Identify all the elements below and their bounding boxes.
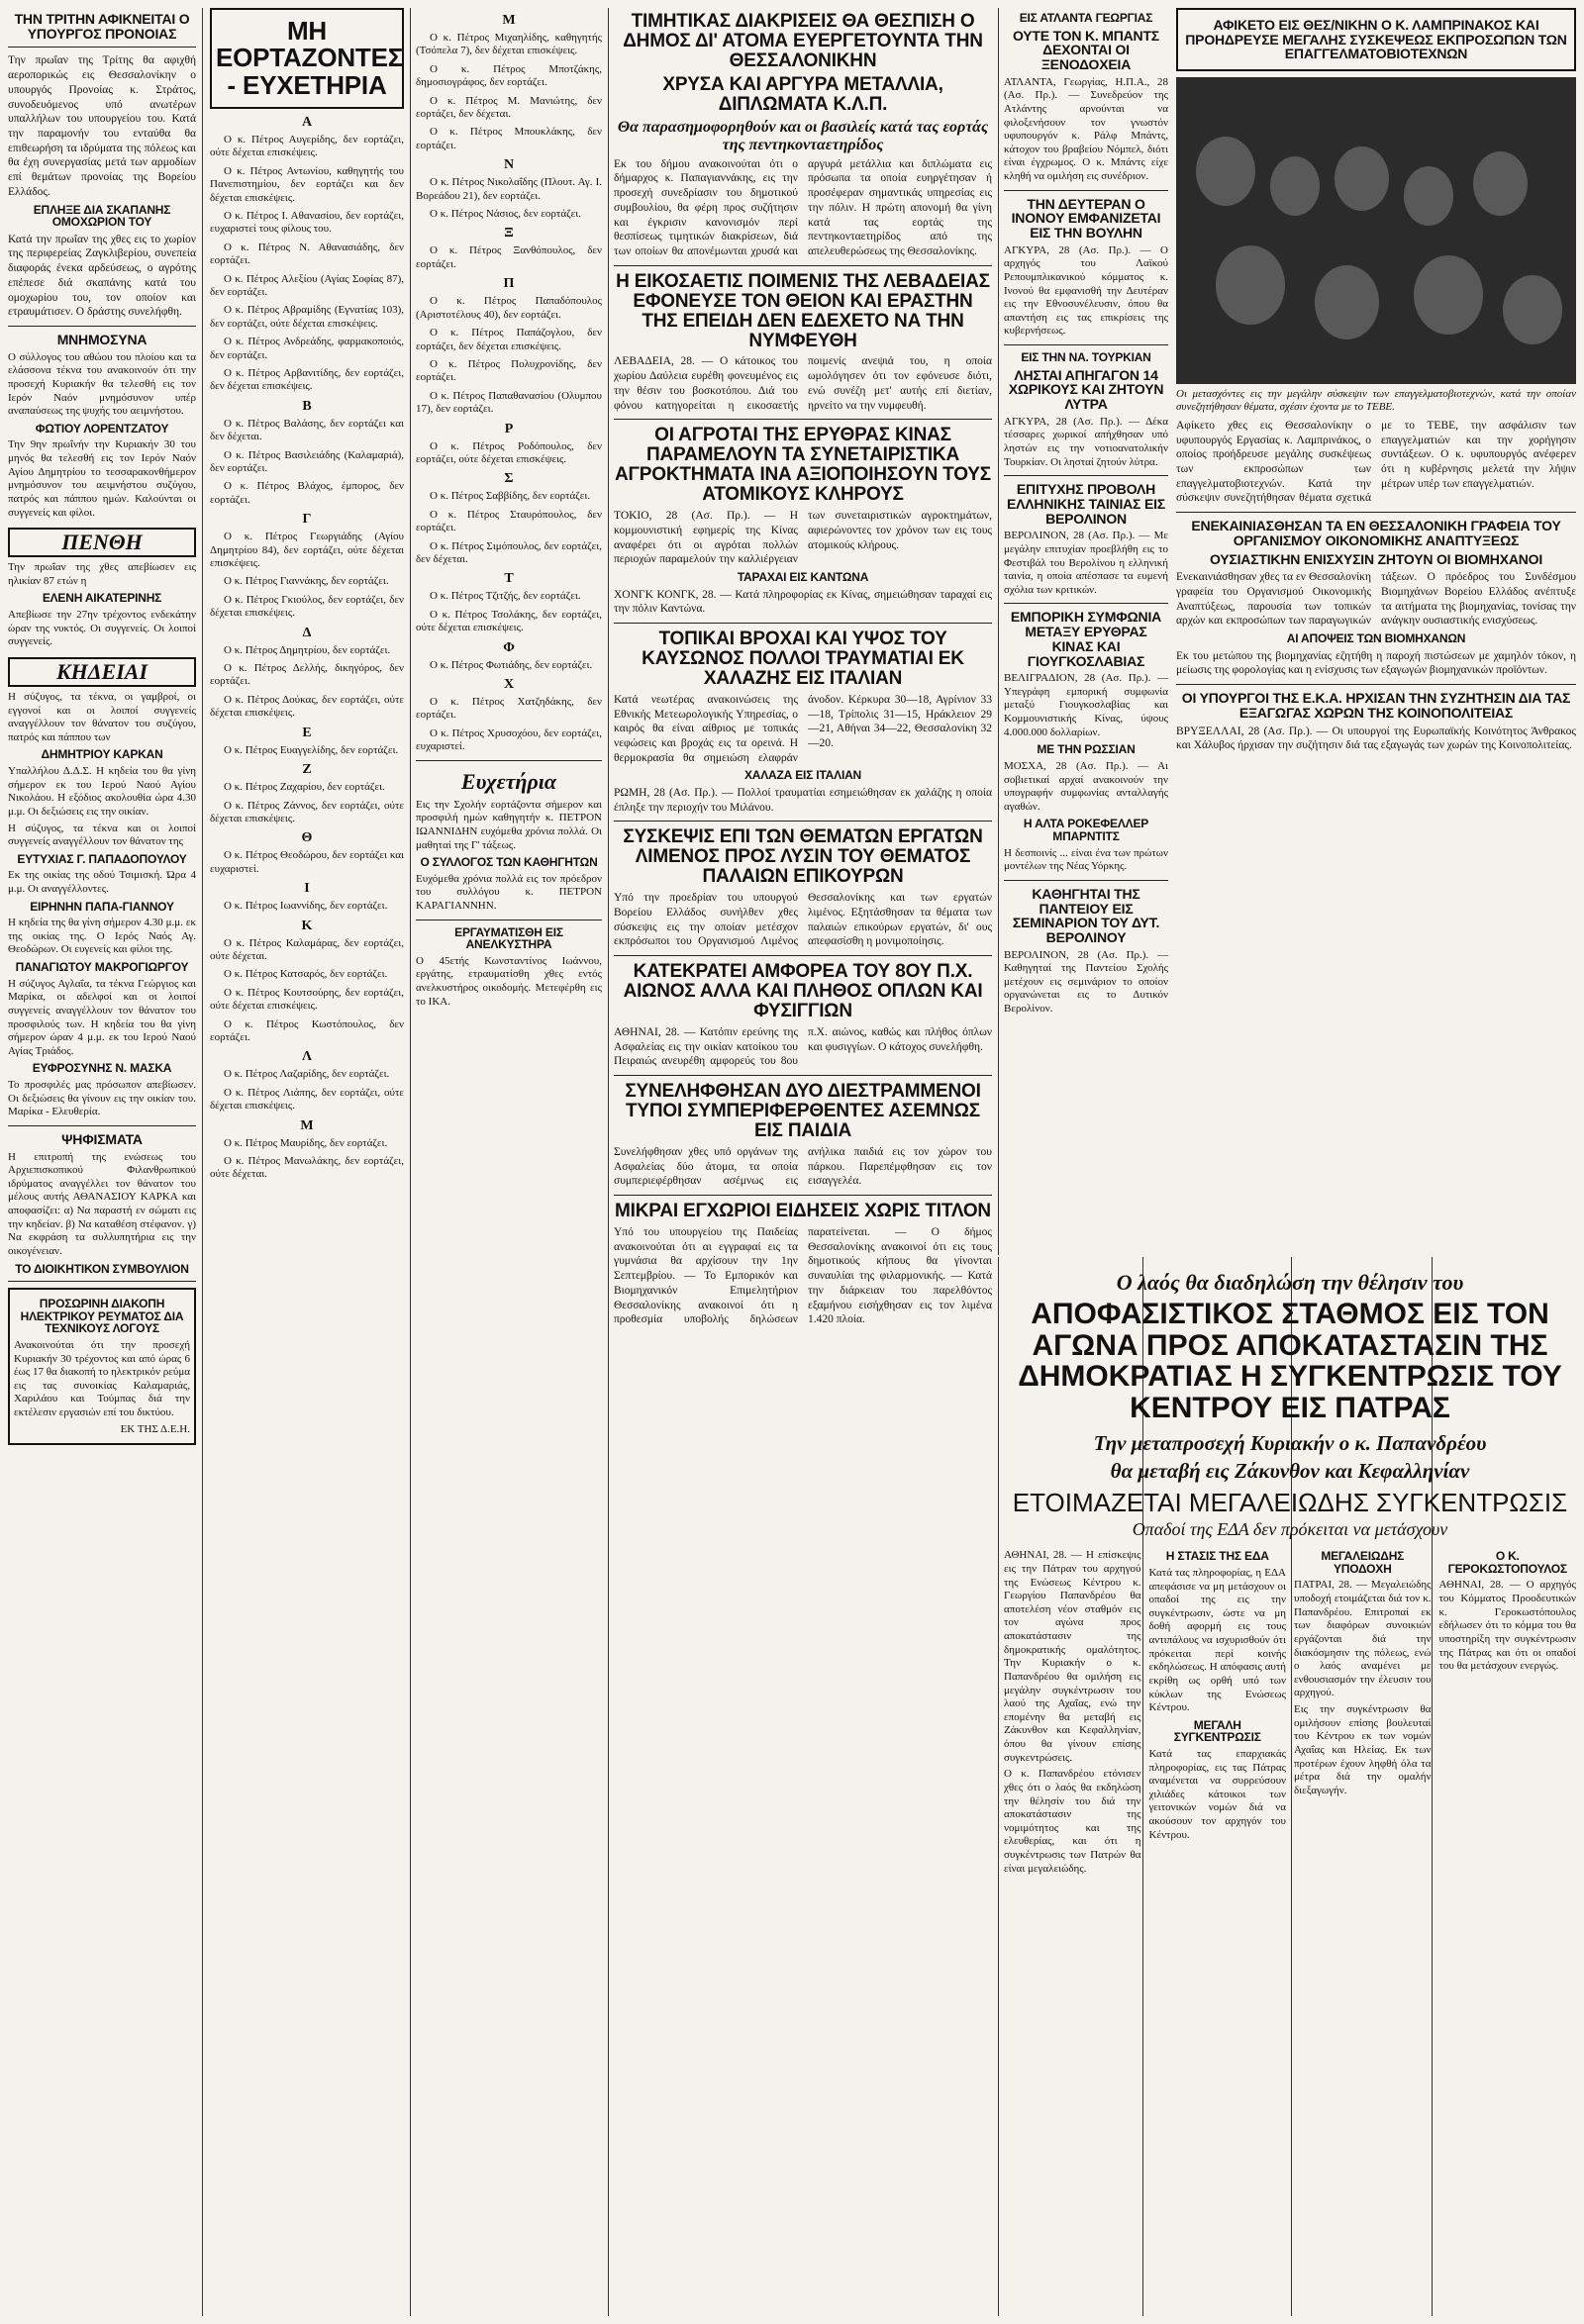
- name-day-title: ΜΗ ΕΟΡΤΑΖΟΝΤΕΣ - ΕΥΧΕΤΗΡΙΑ: [216, 16, 404, 100]
- headline-reception: ΜΕΓΑΛΕΙΩΔΗΣ ΥΠΟΔΟΧΗ: [1321, 1549, 1405, 1576]
- headline-honors-medals: ΧΡΥΣΑ ΚΑΙ ΑΡΓΥΡΑ ΜΕΤΑΛΛΙΑ, ΔΙΠΛΩΜΑΤΑ Κ.Λ.Π.: [662, 73, 943, 115]
- column-2: [210, 8, 404, 1187]
- mourning-notice: Την πρωΐαν της χθες απεβίωσεν εις ηλικίαν 87 ετών η: [8, 561, 196, 587]
- name-day-entry: Ο κ. Πέτρος Νάσιος, δεν εορτάζει.: [430, 208, 581, 221]
- letter-heading: Ι: [304, 881, 310, 897]
- headline-big-rally: ΜΕΓΑΛΗ ΣΥΓΚΕΝΤΡΩΣΙΣ: [1173, 1717, 1261, 1745]
- letter-heading: Β: [302, 398, 312, 414]
- subhead-honors: Θα παρασημοφορηθούν και οι βασιλείς κατά τας εορτάς της πεντηκονταετηρίδος: [617, 118, 989, 153]
- headline-eda-stance: Η ΣΤΑΣΙΣ ΤΗΣ ΕΔΑ: [1165, 1549, 1269, 1564]
- name-day-entry: Ο κ. Πέτρος Αβραμίδης (Εγνατίας 103), δεν εορτάζει, ούτε δέχεται επισκέψεις.: [210, 304, 404, 330]
- name-day-entry: Ο κ. Πέτρος Ξανθόπουλος, δεν εορτάζει.: [416, 244, 602, 270]
- headline-power-outage: ΠΡΟΣΩΡΙΝΗ ΔΙΑΚΟΠΗ ΗΛΕΚΤΡΙΚΟΥ ΡΕΥΜΑΤΟΣ ΔΙΑ ΤΕΧΝΙΚΟΥΣ ΛΟΓΟΥΣ: [20, 1297, 184, 1336]
- photo-caption: Οι μετασχόντες εις την μεγάλην σύσκεψιν των επαγγελματοβιοτεχνών, κατά την οποίαν συνεζητήθησαν θέματα, σχέσιν έχοντα με το ΤΕΒΕ.: [1176, 388, 1576, 414]
- headline-inonu: ΤΗΝ ΔΕΥΤΕΡΑΝ Ο ΙΝΟΝΟΥ ΕΜΦΑΝΙΖΕΤΑΙ ΕΙΣ ΤΗΝ ΒΟΥΛΗΝ: [1011, 195, 1161, 242]
- letter-heading: Ξ: [504, 226, 514, 242]
- name-day-entry: Ο κ. Πέτρος Ζαχαρίου, δεν εορτάζει.: [224, 781, 385, 794]
- article-china-farmers: ΤΟΚΙΟ, 28 (Ασ. Πρ.). — Η κομμουνιστική εφημερίς της Κίνας αναφέρει ότι οι αγρόται πολλών περιοχών παραμελούν την καλλιέργειαν των συνεταιριστικών αγροκτημάτων, αφιερώνοντες τον χρόνον των εις τους ατομικούς κλήρους.: [614, 510, 992, 566]
- letter-heading: Θ: [301, 830, 313, 846]
- lead-story: [1004, 1267, 1576, 1879]
- article-reception: ΠΑΤΡΑΙ, 28. — Μεγαλειώδης υποδοχή ετοιμάζεται διά τον κ. Παπανδρέου. Επιτροπαί εκ των διαφόρων συνοικιών εργάζονται διά την διακόσμησιν της πόλεως, ενώ ο λαός αναμένει με ενθουσιασμόν την έλευσιν του αρχηγού.: [1294, 1579, 1432, 1699]
- headline-ecsc: ΟΙ ΥΠΟΥΡΓΟΙ ΤΗΣ Ε.Κ.Α. ΗΡΧΙΣΑΝ ΤΗΝ ΣΥΖΗΤΗΣΙΝ ΔΙΑ ΤΑΣ ΕΞΑΓΩΓΑΣ ΧΩΡΩΝ ΤΗΣ ΚΟΙΝΟΠΟΛΙΤΕΙΑΣ: [1181, 690, 1571, 721]
- article-elevator-injury: Ο 45ετής Κωνσταντίνος Ιωάννου, εργάτης, ετραυματίσθη χθες εντός ανελκυστήρος οικοδομής. Μετεφέρθη εις το ΙΚΑ.: [416, 954, 602, 1008]
- name-day-entry: Ο κ. Πέτρος Ζάννος, δεν εορτάζει, ούτε δέχεται επισκέψεις.: [210, 799, 404, 824]
- lead-col-1: [1004, 1546, 1141, 1879]
- funeral-notice-2: Η σύζυγος, τα τέκνα και οι λοιποί συγγενείς αναγγέλλουν τον θάνατον της: [8, 822, 196, 848]
- headline-arrests: ΣΥΝΕΛΗΦΘΗΣΑΝ ΔΥΟ ΔΙΕΣΤΡΑΜΜΕΝΟΙ ΤΥΠΟΙ ΣΥΜΠΕΡΙΦΕΡΘΕΝΤΕΣ ΑΣΕΜΝΩΣ ΕΙΣ ΠΑΙΔΙΑ: [625, 1081, 981, 1141]
- headline-lamprinakos-box: [1176, 8, 1576, 71]
- article-power-outage: Ανακοινούται ότι την προσεχή Κυριακήν 30 τρέχοντος και από ώρας 6 έως 17 θα διακοπή το ηλεκτρικόν ρεύμα εις τας συνοικίας Καλαμαριάς, Χαριλάου και Τούμπας διά την εκτέλεσιν εργασιών επί του δικτύου.: [14, 1338, 190, 1419]
- section-penthi: ΠΕΝΘΗ: [8, 528, 196, 557]
- letter-heading: Σ: [504, 471, 514, 487]
- article-industrialists-views: Εκ του μετώπου της βιομηχανίας εζητήθη η παροχή πιστώσεων με χαμηλόν τόκον, η μείωσις της φορολογίας και η ενίσχυσις των εξαγωγών βιομηχανικών προϊόντων.: [1176, 649, 1576, 677]
- letter-heading: Κ: [301, 918, 313, 933]
- name-day-entry: Ο κ. Πέτρος Λαζαρίδης, δεν εορτάζει.: [224, 1068, 390, 1081]
- lead-subhead-2: θα μεταβή εις Ζάκυνθον και Κεφαλληνίαν: [1110, 1459, 1470, 1483]
- funeral-notice-1: Η σύζυγος, τα τέκνα, οι γαμβροί, οι εγγονοί και οι λοιποί συγγενείς αναγγέλλουν τον θάνατον του συζύγου, πατρός και πάππου των: [8, 690, 196, 743]
- name-day-entry: Ο κ. Πέτρος Χατζηδάκης, δεν εορτάζει.: [416, 696, 602, 722]
- name-day-entry: Ο κ. Πέτρος Δούκας, δεν εορτάζει, ούτε δέχεται επισκέψεις.: [210, 693, 404, 720]
- article-amphora: ΑΘΗΝΑΙ, 28. — Κατόπιν ερεύνης της Ασφαλείας εις την οικίαν κατοίκου του Πειραιώς ανευρέθη αμφορεύς του 8ου π.Χ. αιώνος, καθώς και πλήθος όπλων και φυσιγγίων. Ο κάτοχος συνελήφθη.: [614, 1025, 992, 1068]
- lead-headline-2: ΕΤΟΙΜΑΖΕΤΑΙ ΜΕΓΑΛΕΙΩΔΗΣ ΣΥΓΚΕΝΤΡΩΣΙΣ: [1012, 1488, 1568, 1517]
- name-day-entry: Ο κ. Πέτρος Αλεξίου (Αγίας Σοφίας 87), δεν εορτάζει.: [210, 272, 404, 298]
- section-psifismata: ΨΗΦΙΣΜΑΤΑ: [61, 1130, 143, 1147]
- letter-heading: Ρ: [504, 421, 514, 436]
- letter-heading: Λ: [301, 1049, 313, 1065]
- name-day-entry: Ο κ. Πέτρος Λιάπης, δεν εορτάζει, ούτε δέχεται επισκέψεις.: [210, 1086, 404, 1113]
- kicker-atlanta: ΕΙΣ ΑΤΛΑΝΤΑ ΓΕΩΡΓΙΑΣ: [1019, 11, 1153, 25]
- column-3: [416, 8, 602, 1012]
- resolution-signature: ΤΟ ΔΙΟΙΚΗΤΙΚΟΝ ΣΥΜΒΟΥΛΙΟΝ: [15, 1261, 189, 1276]
- name-day-entry: Ο κ. Πέτρος Ι. Αθανασίου, δεν εορτάζει, ευχαριστεί τους φίλους του.: [210, 209, 404, 236]
- name-day-entry: Ο κ. Πέτρος Καλαμάρας, δεν εορτάζει, ούτε δέχεται.: [210, 936, 404, 962]
- headline-amphora: ΚΑΤΕΚΡΑΤΕΙ ΑΜΦΟΡΕΑ ΤΟΥ 8ΟΥ Π.Χ. ΑΙΩΝΟΣ ΑΛΛΑ ΚΑΙ ΠΛΗΘΟΣ ΟΠΛΩΝ ΚΑΙ ΦΥΣΙΓΓΙΩΝ: [623, 961, 983, 1021]
- name-day-entry: Ο κ. Πέτρος Μπουκλάκης, δεν εορτάζει.: [416, 126, 602, 151]
- name-day-entry: Ο κ. Πέτρος Μαυρίδης, δεν εορτάζει.: [224, 1136, 388, 1149]
- funeral-name-5: ΕΥΦΡΟΣΥΝΗΣ Ν. ΜΑΣΚΑ: [32, 1061, 172, 1076]
- name-day-entry: Ο κ. Πέτρος Ευαγγελίδης, δεν εορτάζει.: [224, 743, 399, 756]
- article-gerokostopoulos: ΑΘΗΝΑΙ, 28. — Ο αρχηγός του Κόμματος Προοδευτικών κ. Γεροκωστόπουλος εδήλωσεν ότι το κόμμα του θα υποστηρίξη την συγκέντρωσιν της Πάτρας και ότι οι οπαδοί του θα μετάσχουν ενεργώς.: [1438, 1579, 1576, 1673]
- name-day-entry: Ο κ. Πέτρος Κουτσούρης, δεν εορτάζει, ούτε δέχεται επισκέψεις.: [210, 986, 404, 1013]
- funeral-notice-4-detail: Η σύζυγος Αγλαΐα, τα τέκνα Γεώργιος και Μαρίκα, οι αδελφοί και οι λοιποί συγγενείς αναγγέλλουν τον θάνατον του προσφιλούς των. Η κηδεία του θα γίνη σήμερον ώραν 4 μ.μ. εκ του Ιερού Ναού Αγίας Τριάδος.: [8, 977, 196, 1057]
- kicker-turkey: ΕΙΣ ΤΗΝ ΝΑ. ΤΟΥΡΚΙΑΝ: [1021, 350, 1151, 365]
- funeral-notice-2-detail: Εκ της οικίας της οδού Τσιμισκή. Ώρα 4 μ.μ. Οι αναγγέλλοντες.: [8, 869, 196, 895]
- lead-col-2: [1149, 1546, 1287, 1879]
- article-bandits: ΑΓΚΥΡΑ, 28 (Ασ. Πρ.). — Δέκα τέσσαρες χωρικοί απήχθησαν υπό ληστών εις την νοτιοανατολικήν Τουρκίαν. Οι λησταί ζητούν λύτρα.: [1004, 415, 1168, 468]
- meeting-photo: [1176, 77, 1576, 384]
- headline-shovel-attack: ΕΠΛΗΞΕ ΔΙΑ ΣΚΑΠΑΝΗΣ ΟΜΟΧΩΡΙΟΝ ΤΟΥ: [33, 202, 171, 230]
- name-day-entry: Ο κ. Πέτρος Μ. Μανιώτης, δεν εορτάζει, δεν δέχεται.: [416, 94, 602, 121]
- funeral-name-2: ΕΥΤΥΧΙΑΣ Γ. ΠΑΠΑΔΟΠΟΥΛΟΥ: [17, 851, 187, 866]
- memorial-name-1: ΦΩΤΙΟΥ ΛΟΡΕΝΤΖΑΤΟΥ: [35, 421, 169, 436]
- article-shovel-attack: Κατά την πρωΐαν της χθες εις το χωρίον της περιφερείας Ζαγκλιβερίου, συνεπεία διαφοράς ένεκα αρδεύσεως, ο αγρότης επέπεσε διά σκαπάνης κατά του ομοχωρίου του, τον οποίον και ετραυμάτισεν. Ο δράστης συνελήφθη.: [8, 233, 196, 319]
- name-day-entry: Ο κ. Πέτρος Χρυσοχόου, δεν εορτάζει, ευχαριστεί.: [416, 726, 602, 753]
- headline-oecd-offices: ΕΝΕΚΑΙΝΙΑΣΘΗΣΑΝ ΤΑ ΕΝ ΘΕΣΣΑΛΟΝΙΚΗ ΓΡΑΦΕΙΑ ΤΟΥ ΟΡΓΑΝΙΣΜΟΥ ΟΙΚΟΝΟΜΙΚΗΣ ΑΝΑΠΤΥΞΕΩΣ: [1191, 518, 1561, 548]
- name-day-entry: Ο κ. Πέτρος Παπάζογλου, δεν εορτάζει, δεν δέχεται επισκέψεις.: [416, 327, 602, 352]
- name-day-entry: Ο κ. Πέτρος Μιχαηλίδης, καθηγητής (Τσόπελα 7), δεν δέχεται επισκέψεις.: [416, 32, 602, 57]
- name-day-entry: Ο κ. Πέτρος Γιαννάκης, δεν εορτάζει.: [224, 575, 389, 588]
- letter-heading: Δ: [302, 625, 312, 640]
- column-4: [614, 8, 992, 1330]
- name-day-entry: Ο κ. Πέτρος Αυγερίδης, δεν εορτάζει, ούτε δέχεται επισκέψεις.: [210, 133, 404, 159]
- mourning-notice-detail: Απεβίωσε την 27ην τρέχοντος ενδεκάτην ώραν της νυκτός. Οι συγγενείς. Οι λοιποί συγγενείς.: [8, 609, 196, 648]
- article-arrests: Συνελήφθησαν χθες υπό οργάνων της Ασφαλείας δύο άτομα, τα οποία συμπεριεφέρθησαν ασέμνως εις ανήλικα παιδιά εις τον χώρον του πάρκου. Παρεπέμφθησαν εις τον εισαγγελέα.: [614, 1145, 992, 1188]
- headline-honors: ΤΙΜΗΤΙΚΑΣ ΔΙΑΚΡΙΣΕΙΣ ΘΑ ΘΕΣΠΙΣΗ Ο ΔΗΜΟΣ ΔΙ' ΑΤΟΜΑ ΕΥΕΡΓΕΤΟΥΝΤΑ ΤΗΝ ΘΕΣΣΑΛΟΝΙΚΗΝ: [623, 11, 983, 71]
- name-day-entry: Ο κ. Πέτρος Κωστόπουλος, δεν εορτάζει.: [210, 1017, 404, 1043]
- letter-heading: Γ: [302, 512, 312, 528]
- lead-article-2: Ο κ. Παπανδρέου ετόνισεν χθες ότι ο λαός θα εκδηλώση την θέλησίν του διά την αποκατάστασιν της νομιμότητος και της ελευθερίας, και ότι η συγκέντρωσις των Πατρών θα είναι μεγαλειώδης.: [1004, 1768, 1141, 1875]
- headline-industrialists: ΟΥΣΙΑΣΤΙΚΗΝ ΕΝΙΣΧΥΣΙΝ ΖΗΤΟΥΝ ΟΙ ΒΙΟΜΗΧΑΝΟΙ: [1209, 550, 1543, 567]
- headline-shepherdess: Η ΕΙΚΟΣΑΕΤΙΣ ΠΟΙΜΕΝΙΣ ΤΗΣ ΛΕΒΑΔΕΙΑΣ ΕΦΟΝΕΥΣΕ ΤΟΝ ΘΕΙΟΝ ΚΑΙ ΕΡΑΣΤΗΝ ΤΗΣ ΕΠΕΙΔΗ ΔΕΝ ΕΔΕΧΕΤΟ ΝΑ ΤΗΝ ΝΥΜΦΕΥΘΗ: [616, 270, 990, 351]
- article-minister-arrival: Την πρωΐαν της Τρίτης θα αφιχθή αεροπορικώς εις Θεσσαλονίκην ο υπουργός Προνοίας κ. Στράτος, συνοδευόμενος υπό ανωτέρων υπαλλήλων του υπουργείου του. Κατά την παραμονήν του ενταύθα θα επιθεωρήση τα ιδρύματα της πόλεως και θα έχη συνεργασίας μετά των αρμοδίων επί θεμάτων προνοίας της Βορείου Ελλάδος.: [8, 54, 196, 198]
- article-model: Η δεσποινίς ... είναι ένα των πρώτων μοντέλων της Νέας Υόρκης.: [1004, 846, 1168, 873]
- lead-col-4: [1439, 1546, 1577, 1879]
- article-eda-stance: Κατά τας πληροφορίας, η ΕΔΑ απεφάσισε να μη μετάσχουν οι οπαδοί της εις την συγκέντρωσιν, ώστε να μη δοθή αφορμή εις τους αντιπάλους να ισχυρισθούν ότι πρόκειται περί κοινής εκδηλώσεως. Η απόφασις αυτή εκρίθη ως ορθή υπό των κύκλων της Ενώσεως Κέντρου.: [1148, 1566, 1286, 1714]
- article-panteion: ΒΕΡΟΛΙΝΟΝ, 28 (Ασ. Πρ.). — Καθηγηταί της Παντείου Σχολής μετέχουν εις σεμινάριον το οποίον οργανώνεται εις το Δυτικόν Βερολίνον.: [1004, 948, 1168, 1016]
- article-greek-film: ΒΕΡΟΛΙΝΟΝ, 28 (Ασ. Πρ.). — Με μεγάλην επιτυχίαν προεβλήθη εις το Φεστιβάλ του Βερολίνου η ελληνική ταινία, η οποία απέσπασε τα ευμενή σχόλια των κριτικών.: [1004, 530, 1168, 596]
- letter-heading: Π: [503, 276, 515, 292]
- name-day-entry: Ο κ. Πέτρος Δελλής, δικηγόρος, δεν εορτάζει.: [210, 662, 404, 688]
- memorial-notice-1: Ο σύλλογος του αθώου του πλοίου και τα ελάσσονα τέκνα του ανακοινούν ότι την προσεχή Κυριακήν θα τελεσθή εις τον Ιερόν Ναόν μνημόσυνον υπέρ αναπαύσεως της ψυχής του αειμνήστου.: [8, 350, 196, 418]
- article-weather: Κατά νεωτέρας ανακοινώσεις της Εθνικής Μετεωρολογικής Υπηρεσίας, ο καιρός θα είναι αίθριος με τοπικάς νεφώσεις και βροχάς εις τα ορεινά. Η θερμοκρασία θα σημειώση ελαφράν άνοδον. Κέρκυρα 30—18, Αγρίνιον 33—18, Τρίπολις 31—15, Ηράκλειον 29—21, Αθήναι 34—22, Θεσσαλονίκη 32—20.: [614, 693, 992, 764]
- letter-heading: Φ: [503, 639, 515, 655]
- headline-elevator-injury: ΕΡΓΑΥΜΑΤΙΣΘΗ ΕΙΣ ΑΝΕΛΚΥΣΤΗΡΑ: [454, 924, 563, 952]
- funeral-name-1: ΔΗΜΗΤΡΙΟΥ ΚΑΡΚΑΝ: [41, 747, 163, 762]
- article-reception-2: Εις την συγκέντρωσιν θα ομιλήσουν επίσης βουλευταί του Κέντρου εκ των νομών Αχαΐας και Ηλείας. Εκ των προτέρων έχουν ληφθή όλα τα μέτρα διά την ομαλήν διεξαγωγήν.: [1294, 1703, 1432, 1796]
- headline-hail-italy: ΧΑΛΑΖΑ ΕΙΣ ΙΤΑΛΙΑΝ: [743, 768, 862, 783]
- name-day-entry: Ο κ. Πέτρος Τζιτζής, δεν εορτάζει.: [430, 590, 581, 603]
- letter-heading: Χ: [503, 677, 515, 692]
- headline-minister-arrival: ΤΗΝ ΤΡΙΤΗΝ ΑΦΙΚΝΕΙΤΑΙ Ο ΥΠΟΥΡΓΟΣ ΠΡΟΝΟΙΑΣ: [14, 11, 190, 42]
- headline-teachers-association: Ο ΣΥΛΛΟΓΟΣ ΤΩΝ ΚΑΘΗΓΗΤΩΝ: [420, 855, 598, 870]
- name-day-entry: Ο κ. Πέτρος Δημητρίου, δεν εορτάζει.: [224, 643, 391, 656]
- name-day-entry: Ο κ. Πέτρος Βλάχος, έμπορος, δεν εορτάζει.: [210, 480, 404, 506]
- name-day-entry: Ο κ. Πέτρος Κατσαρός, δεν εορτάζει.: [224, 968, 388, 981]
- name-day-entry: Ο κ. Πέτρος Αντωνίου, καθηγητής του Πανεπιστημίου, δεν εορτάζει και δεν δέχεται επισκέψεις.: [210, 164, 404, 204]
- headline-lamprinakos: ΑΦΙΚΕΤΟ ΕΙΣ ΘΕΣ/ΝΙΚΗΝ Ο Κ. ΛΑΜΠΡΙΝΑΚΟΣ ΚΑΙ ΠΡΟΗΔΡΕΥΣΕ ΜΕΓΑΛΗΣ ΣΥΣΚΕΨΕΩΣ ΕΚΠΡΟΣΩΠΩΝ ΤΩΝ ΕΠΑΓΓΕΛΜΑΤΟΒΙΟΤΕΧΝΩΝ: [1185, 17, 1567, 62]
- power-outage-box: [8, 1288, 196, 1445]
- headline-weather: ΤΟΠΙΚΑΙ ΒΡΟΧΑΙ ΚΑΙ ΥΨΟΣ ΤΟΥ ΚΑΥΣΩΝΟΣ ΠΟΛΛΟΙ ΤΡΑΥΜΑΤΙΑΙ ΕΚ ΧΑΛΑΖΗΣ ΕΙΣ ΙΤΑΛΙΑΝ: [642, 629, 964, 689]
- letter-heading: Ζ: [302, 762, 312, 778]
- letter-heading: Α: [301, 114, 313, 130]
- name-day-entry: Ο κ. Πέτρος Νικολαΐδης (Πλουτ. Αγ. Ι. Βορεάδου 21), δεν εορτάζει.: [416, 176, 602, 202]
- name-day-entry: Ο κ. Πέτρος Παπαδόπουλος (Αριστοτέλους 40), δεν εορτάζει.: [416, 295, 602, 321]
- column-6: [1176, 8, 1576, 756]
- lead-kicker: Ο λαός θα διαδηλώση την θέλησιν του: [1116, 1270, 1464, 1295]
- letter-heading: Ε: [302, 725, 312, 740]
- name-day-entry: Ο κ. Πέτρος Σταυρόπουλος, δεν εορτάζει.: [416, 508, 602, 534]
- article-oecd-offices: Ενεκαινιάσθησαν χθες τα εν Θεσσαλονίκη γραφεία του Οργανισμού Οικονομικής Αναπτύξεως, παρουσία των τοπικών αρχών και εκπροσώπων των παραγωγικών τάξεων. Ο πρόεδρος του Συνδέσμου Βιομηχάνων Βορείου Ελλάδος ανέπτυξε τα αιτήματα της βιομηχανίας, τονίσας την ανάγκην ουσιαστικής ενισχύσεως.: [1176, 571, 1576, 628]
- memorial-notice-2: Την 9ην πρωΐνήν την Κυριακήν 30 του μηνός θα τελεσθή εις τον Ιερόν Ναόν Αγίου Δημητρίου το τεσσαρακονθήμερον μνημόσυνον του αειμνήστου συζύγου, πατρός και πάππου ημών. Καλούνται οι συγγενείς και φίλοι.: [8, 438, 196, 519]
- funeral-notice-5-detail: Το προσφιλές μας πρόσωπον απεβίωσεν. Οι δεξιώσεις θα γίνουν εις την οικίαν του. Μαρίκα - Ελευθερία.: [8, 1079, 196, 1118]
- resolution-text: Η επιτροπή της ενώσεως του Αρχιεπισκοπικού Φιλανθρωπικού ιδρύματος αναγγέλλει τον θάνατον του μέλους αυτής ΑΘΑΝΑΣΙΟΥ ΚΑΡΚΑ και αποφασίζει: α) Να παραστή εν σώματι εις την κηδείαν. β) Να καταθέση στέφανον. γ) Να εκφράση τα συλλυπητήρια εις την οικογένειαν.: [8, 1150, 196, 1257]
- section-mnemosyna: ΜΝΗΜΟΣΥΝΑ: [56, 332, 148, 348]
- lead-subhead-3: Οπαδοί της ΕΔΑ δεν πρόκειται να μετάσχουν: [1132, 1519, 1448, 1540]
- article-short-news: Υπό του υπουργείου της Παιδείας ανακοινούται ότι αι εγγραφαί εις τα γυμνάσια θα αρχίσουν την 1ην Σεπτεμβρίου. — Το Εμπορικόν και Βιομηχανικόν Επιμελητήριον Θεσσαλονίκης ανακοινοί ότι η προθεσμία υποβολής δηλώσεων παρατείνεται. — Ο δήμος Θεσσαλονίκης ανακοινοί ότι εις τους δημοτικούς κήπους θα γίνονται συναυλίαι της φιλαρμονικής. — Κατά την διάρκειαν του παρελθόντος εξαμήνου εισήχθησαν εις τον λιμένα 1.420 πλοία.: [614, 1226, 992, 1326]
- name-day-entry: Ο κ. Πέτρος Τσολάκης, δεν εορτάζει, ούτε δέχεται επισκέψεις.: [416, 608, 602, 634]
- article-canton-riots: ΧΟΝΓΚ ΚΟΝΓΚ, 28. — Κατά πληροφορίας εκ Κίνας, σημειώθησαν ταραχαί εις την πόλιν Καντώνα.: [614, 588, 992, 616]
- name-day-entry: Ο κ. Πέτρος Ν. Αθανασιάδης, δεν εορτάζει.: [210, 241, 404, 267]
- funeral-name-3: ΕΙΡΗΝΗΝ ΠΑΠΑ-ΓΙΑΝΝΟΥ: [30, 899, 174, 914]
- headline-russia: ΜΕ ΤΗΝ ΡΩΣΣΙΑΝ: [1037, 742, 1136, 757]
- letter-heading: Τ: [504, 571, 514, 587]
- article-ecsc: ΒΡΥΞΕΛΛΑΙ, 28 (Ασ. Πρ.). — Οι υπουργοί της Ευρωπαϊκής Κοινότητος Άνθρακος και Χάλυβος ήρχισαν την συζήτησιν διά τας εξαγωγάς των χωρών της Κοινοπολιτείας.: [1176, 725, 1576, 752]
- headline-short-news: ΜΙΚΡΑΙ ΕΓΧΩΡΙΟΙ ΕΙΔΗΣΕΙΣ ΧΩΡΙΣ ΤΙΤΛΟΝ: [615, 1201, 991, 1222]
- lead-article-1: ΑΘΗΝΑΙ, 28. — Η επίσκεψις εις την Πάτραν του αρχηγού της Ενώσεως Κέντρου κ. Γεωργίου Παπανδρέου θα αποτελέση νέον σταθμόν εις τον αγώνα προς αποκατάστασιν της δημοκρατικής ομαλότητος. Την Κυριακήν ο κ. Παπανδρέου θα ομιλήση εις μεγάλην συγκέντρωσιν του λαού της Αχαΐας, ενώ την επομένην θα μεταβή εις Ζάκυνθον και Κεφαλληνίαν, όπου θα γίνουν επίσης συγκεντρώσεις.: [1004, 1549, 1141, 1764]
- headline-model: Η ΑΛΤΑ ΡΟΚΕΦΕΛΛΕΡ ΜΠΑΡΝΤΙΤΣ: [1023, 817, 1149, 843]
- article-shepherdess: ΛΕΒΑΔΕΙΑ, 28. — Ο κάτοικος του χωρίου Δαύλεια ευρέθη φονευμένος εις την θέσιν του βοσκοτόπου. Διά του φόνου κατηγορείται η εικοσαετής ποιμενίς ανεψιά του, η οποία ωμολόγησεν ότι τον εφόνευσε διότι, ενώ συνέζη μετ' αυτής επί διετίαν, ηρνείτο να την νυμφευθή.: [614, 355, 992, 412]
- article-russia: ΜΟΣΧΑ, 28 (Ασ. Πρ.). — Αι σοβιετικαί αρχαί ανακοινούν την υπογραφήν συμφωνίας ανταλλαγής αγαθών.: [1004, 759, 1168, 813]
- headline-port-workers: ΣΥΣΚΕΨΙΣ ΕΠΙ ΤΩΝ ΘΕΜΑΤΩΝ ΕΡΓΑΤΩΝ ΛΙΜΕΝΟΣ ΠΡΟΣ ΛΥΣΙΝ ΤΟΥ ΘΕΜΑΤΟΣ ΠΑΛΑΙΩΝ ΕΠΙΚΟΥΡΩΝ: [623, 826, 983, 888]
- section-kideiai: ΚΗΔΕΙΑΙ: [8, 657, 196, 687]
- name-day-entry: Ο κ. Πέτρος Αρβανιτίδης, δεν εορτάζει, δεν δέχεται επισκέψεις.: [210, 366, 404, 393]
- name-day-entry: Ο κ. Πέτρος Βασιλειάδης (Καλαμαριά), δεν εορτάζει.: [210, 448, 404, 475]
- name-day-entry: Ο κ. Πέτρος Μανωλάκης, δεν εορτάζει, ούτε δέχεται.: [210, 1155, 404, 1181]
- teachers-association-text: Ευχόμεθα χρόνια πολλά εις τον πρόεδρον του συλλόγου κ. ΠΕΤΡΟΝ ΚΑΡΑΓΙΑΝΝΗΝ.: [416, 872, 602, 912]
- column-1: [8, 8, 196, 1445]
- name-day-entry: Ο κ. Πέτρος Πολυχρονίδης, δεν εορτάζει.: [416, 357, 602, 384]
- name-day-entry: Ο κ. Πέτρος Ροδόπουλος, δεν εορτάζει, ούτε δέχεται επισκέψεις.: [416, 439, 602, 465]
- article-port-workers: Υπό την προεδρίαν του υπουργού Βορείου Ελλάδος συνήλθεν χθες σύσκεψις εις την οποίαν μετέσχον εκπρόσωποι του Οργανισμού Λιμένος Θεσσαλονίκης και των εργατών λιμένος. Εξητάσθησαν τα θέματα των παλαιών επικούρων εργατών, δι' ους απεφασίσθη η μονιμοποίησις.: [614, 892, 992, 948]
- funeral-notice-3-detail: Η κηδεία της θα γίνη σήμερον 4.30 μ.μ. εκ της οικίας της. Ο Ιερός Ναός Αγ. Θεοδώρων. Οι ευγενείς και φίλοι της.: [8, 917, 196, 956]
- headline-china-farmers: ΟΙ ΑΓΡΟΤΑΙ ΤΗΣ ΕΡΥΘΡΑΣ ΚΙΝΑΣ ΠΑΡΑΜΕΛΟΥΝ ΤΑ ΣΥΝΕΤΑΙΡΙΣΤΙΚΑ ΑΓΡΟΚΤΗΜΑΤΑ ΙΝΑ ΑΞΙΟΠΟΙΗΣΟΥΝ ΤΟΥΣ ΑΤΟΜΙΚΟΥΣ ΚΛΗΡΟΥΣ: [615, 425, 991, 506]
- power-outage-signature: ΕΚ ΤΗΣ Δ.Ε.Η.: [120, 1422, 190, 1435]
- name-day-entry: Ο κ. Πέτρος Βαλάσης, δεν εορτάζει και δεν δέχεται.: [210, 417, 404, 443]
- name-day-entry: Ο κ. Πέτρος Ιωαννίδης, δεν εορτάζει.: [224, 900, 388, 913]
- article-trade-agreement: ΒΕΛΙΓΡΑΔΙΟΝ, 28 (Ασ. Πρ.). — Υπεγράφη εμπορική συμφωνία μεταξύ Γιουγκοσλαβίας και Κομμουνιστικής Κίνας, ύψους 4.000.000 δολλαρίων.: [1004, 672, 1168, 738]
- letter-heading: Μ: [502, 13, 516, 28]
- headline-panteion: ΚΑΘΗΓΗΤΑΙ ΤΗΣ ΠΑΝΤΕΙΟΥ ΕΙΣ ΣΕΜΙΝΑΡΙΟΝ ΤΟΥ ΔΥΤ. ΒΕΡΟΛΙΝΟΥ: [1012, 885, 1160, 945]
- section-eucheteria: Ευχετήρια: [460, 768, 557, 794]
- name-day-entry: Ο κ. Πέτρος Μποτζάκης, δημοσιογράφος, δεν εορτάζει.: [416, 62, 602, 89]
- letter-heading: Ν: [503, 157, 515, 173]
- name-day-entry: Ο κ. Πέτρος Ανδρεάδης, φαρμακοποιός, δεν εορτάζει.: [210, 336, 404, 361]
- name-day-title-box: [210, 8, 404, 109]
- article-big-rally: Κατά τας επαρχιακάς πληροφορίας, εις τας Πάτρας αναμένεται να συρρεύσουν χιλιάδες κάτοικοι των γειτονικών νομών διά να ακούσουν τον αρχηγόν του Κέντρου.: [1148, 1747, 1286, 1841]
- headline-trade-agreement: ΕΜΠΟΡΙΚΗ ΣΥΜΦΩΝΙΑ ΜΕΤΑΞΥ ΕΡΥΘΡΑΣ ΚΙΝΑΣ ΚΑΙ ΓΙΟΥΓΚΟΣΛΑΒΙΑΣ: [1010, 609, 1162, 669]
- mourning-name: ΕΛΕΝΗ ΑΙΚΑΤΕΡΙΝΗΣ: [42, 591, 162, 606]
- name-day-entry: Ο κ. Πέτρος Σαββίδης, δεν εορτάζει.: [430, 490, 591, 503]
- headline-bandits: ΛΗΣΤΑΙ ΑΠΗΓΑΓΟΝ 14 ΧΩΡΙΚΟΥΣ ΚΑΙ ΖΗΤΟΥΝ ΛΥΤΡΑ: [1008, 366, 1164, 413]
- article-inonu: ΑΓΚΥΡΑ, 28 (Ασ. Πρ.). — Ο αρχηγός του Λαϊκού Ρεπουμπλικανικού κόμματος κ. Ινονού θα εμφανισθή την Δευτέραν εις την Εθνοσυνέλευσιν, όπου θα απαντήση εις τας επικρίσεις της κυβερνήσεως.: [1004, 243, 1168, 338]
- article-hail-italy: ΡΩΜΗ, 28 (Ασ. Πρ.). — Πολλοί τραυματίαι εσημειώθησαν εκ χαλάζης η οποία έπληξε την περιοχήν του Μιλάνου.: [614, 787, 992, 814]
- article-lamprinakos: Αφίκετο χθες εις Θεσσαλονίκην ο υφυπουργός Εργασίας κ. Λαμπρινάκος, ο οποίος προήδρευσε μεγάλης συσκέψεως των εκπροσώπων των επαγγελματοβιοτεχνών. Κατά την σύσκεψιν συνεζητήθησαν θέματα σχετικά με το ΤΕΒΕ, την ασφάλισιν των επαγγελματιών και την χορήγησιν συντάξεων. Ο κ. υφυπουργός ανέφερεν ότι η κυβέρνησις μελετά την λήψιν μέτρων υπέρ των επαγγελματιών.: [1176, 419, 1576, 505]
- headline-bunche: ΟΥΤΕ ΤΟΝ Κ. ΜΠΑΝΤΣ ΔΕΧΟΝΤΑΙ ΟΙ ΞΕΝΟΔΟΧΕΙΑ: [1012, 27, 1160, 72]
- name-day-entry: Ο κ. Πέτρος Θεοδώρου, δεν εορτάζει και ευχαριστεί.: [210, 849, 404, 875]
- greeting-text: Εις την Σχολήν εορτάζοντα σήμερον και προσφιλή ημών καθηγητήν κ. ΠΕΤΡΟΝ ΙΩΑΝΝΙΔΗΝ ευχόμεθα χρόνια πολλά. Οι μαθηταί της Γ' τάξεως.: [416, 798, 602, 851]
- funeral-name-4: ΠΑΝΑΓΙΩΤΟΥ ΜΑΚΡΟΓΙΩΡΓΟΥ: [15, 960, 189, 975]
- lead-col-3: [1294, 1546, 1432, 1879]
- name-day-entry: Ο κ. Πέτρος Σιμόπουλος, δεν εορτάζει, δεν δέχεται.: [416, 539, 602, 565]
- headline-greek-film: ΕΠΙΤΥΧΗΣ ΠΡΟΒΟΛΗ ΕΛΛΗΝΙΚΗΣ ΤΑΙΝΙΑΣ ΕΙΣ ΒΕΡΟΛΙΝΟΝ: [1007, 481, 1165, 527]
- letter-heading: Μ: [300, 1117, 314, 1133]
- name-day-entry: Ο κ. Πέτρος Παπαθανασίου (Ολυμπου 17), δεν εορτάζει.: [416, 389, 602, 416]
- funeral-notice-1-detail: Υπαλλήλου Δ.Δ.Σ. Η κηδεία του θα γίνη σήμερον εκ του Ιερού Ναού Αγίου Νικολάου. Η εξόδιος ακολουθία ώρα 4.30 μ.μ. Οι δεξιώσεις εις την οικίαν.: [8, 765, 196, 818]
- article-bunche: ΑΤΛΑΝΤΑ, Γεωργίας, Η.Π.Α., 28 (Ασ. Πρ.). — Συνεδρεύον της Ατλάντης αρνούνται να φιλοξενήσουν τον γνωστόν υφυπουργόν κ. Ράλφ Μπάντς, κάτοχον του βραβείου Νόμπελ, διότι είναι έγχρωμος. Ο κ. Μπάντς είχε κληθή να ομιλήση εις συνέδριον.: [1004, 75, 1168, 183]
- column-5: [1004, 8, 1168, 1019]
- name-day-entry: Ο κ. Πέτρος Γκιούλος, δεν εορτάζει, δεν δέχεται επισκέψεις.: [210, 593, 404, 620]
- headline-canton-riots: ΤΑΡΑΧΑΙ ΕΙΣ ΚΑΝΤΩΝΑ: [737, 569, 869, 584]
- headline-industrialists-views: ΑΙ ΑΠΟΨΕΙΣ ΤΩΝ ΒΙΟΜΗΧΑΝΩΝ: [1286, 631, 1466, 646]
- lead-subhead-1: Την μεταπροσεχή Κυριακήν ο κ. Παπανδρέου: [1093, 1431, 1487, 1455]
- name-day-entry: Ο κ. Πέτρος Γεωργιάδης (Αγίου Δημητρίου 84), δεν εορτάζει, ούτε δέχεται επισκέψεις.: [210, 531, 404, 570]
- lead-headline: ΑΠΟΦΑΣΙΣΤΙΚΟΣ ΣΤΑΘΜΟΣ ΕΙΣ ΤΟΝ ΑΓΩΝΑ ΠΡΟΣ ΑΠΟΚΑΤΑΣΤΑΣΙΝ ΤΗΣ ΔΗΜΟΚΡΑΤΙΑΣ Η ΣΥΓΚΕΝΤΡΩΣΙΣ ΤΟΥ ΚΕΝΤΡΟΥ ΕΙΣ ΠΑΤΡΑΣ: [1018, 1298, 1562, 1424]
- headline-gerokostopoulos: Ο Κ. ΓΕΡΟΚΩΣΤΟΠΟΥΛΟΣ: [1447, 1549, 1567, 1576]
- article-honors: Εκ του δήμου ανακοινούται ότι ο δήμαρχος κ. Παπαγιαννάκης, εις την προσεχή συνεδρίασιν του δημοτικού συμβουλίου, θα φέρη προς συζήτησιν και έγκρισιν κανονισμόν περί θεσπίσεως τιμητικών διακρίσεων, διά των οποίων θα απονέμωνται χρυσά και αργυρά μετάλλια και διπλώματα εις πρόσωπα τα οποία ευηργέτησαν ή προσέφεραν σημαντικάς υπηρεσίας εις την πόλιν. Η πρώτη απονομή θα γίνη κατά τας εορτάς της πεντηκονταετηρίδος από της απελευθερώσεως της Θεσσαλονίκης.: [614, 157, 992, 257]
- name-day-entry: Ο κ. Πέτρος Φωτιάδης, δεν εορτάζει.: [430, 658, 593, 671]
